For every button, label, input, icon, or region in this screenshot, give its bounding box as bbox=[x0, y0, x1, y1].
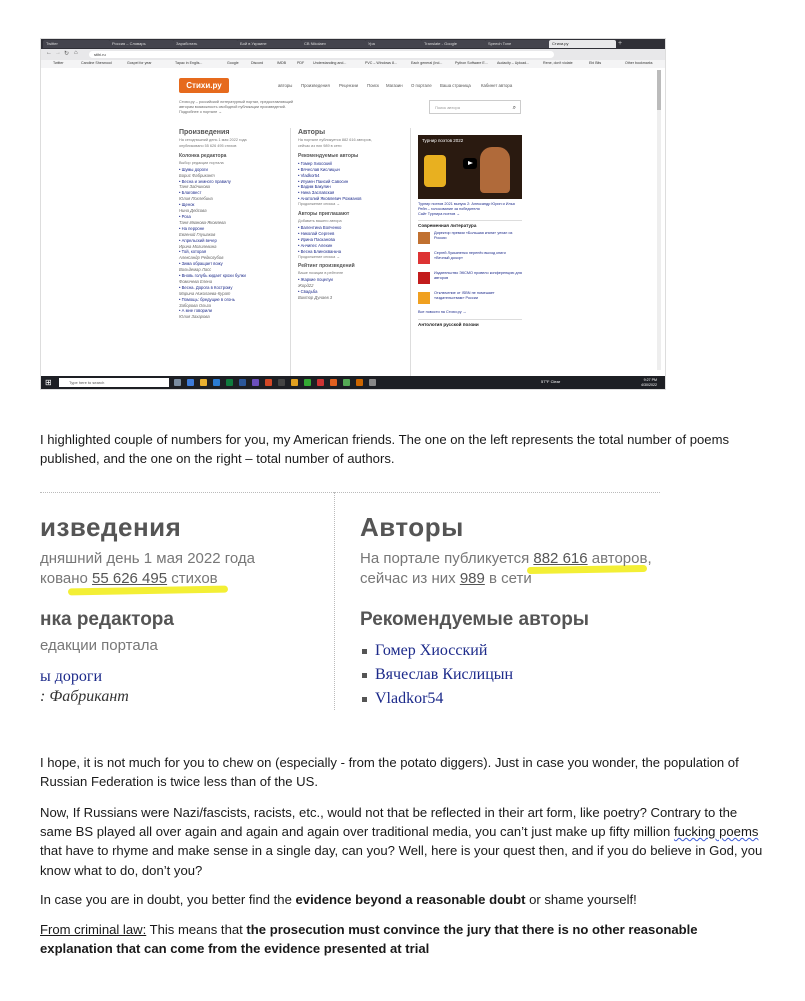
text-fragment: в сети bbox=[484, 570, 532, 587]
app-icon[interactable] bbox=[369, 379, 376, 386]
bookmark[interactable]: Python Software E... bbox=[455, 61, 488, 65]
zoom-left-count bbox=[40, 570, 218, 587]
text-fragment: This means that bbox=[146, 922, 247, 937]
nav-link[interactable]: Магазин bbox=[386, 83, 403, 88]
author-link[interactable]: • Анчипес Алехин bbox=[298, 242, 333, 248]
browser-tab[interactable]: Twitter bbox=[43, 40, 110, 48]
nav-link[interactable]: О портале bbox=[411, 83, 432, 88]
invite-sub[interactable]: Добавить вашего автора bbox=[298, 219, 342, 224]
poem-link[interactable]: • Зима обращает вожу bbox=[179, 261, 223, 267]
paragraph-question bbox=[40, 803, 765, 880]
browser-tab[interactable]: СВ Nikolaev bbox=[301, 40, 366, 48]
taskbar-search-input[interactable]: Type here to search bbox=[59, 378, 169, 387]
new-tab-icon[interactable]: + bbox=[618, 40, 623, 47]
search-icon[interactable]: ⌕ bbox=[512, 105, 516, 111]
author-link[interactable]: • Анатолий Яковлевич Рохманов bbox=[298, 196, 362, 202]
news-item[interactable]: Сергей Лукьяненко перенёс выход книги «Вечный дозор» bbox=[434, 251, 506, 261]
poem-link[interactable]: • Помощь: бредущие в огонь bbox=[179, 296, 235, 302]
text-fragment: that have to rhyme and make sense in a single day, can you? Well, here is your quest then, and if you do believe in God, you know what to do, don’t you? bbox=[40, 843, 763, 878]
author-link[interactable]: • Vladkor54 bbox=[298, 172, 320, 178]
nav-link[interactable]: Кабинет автора bbox=[481, 83, 513, 88]
recommended-heading: Рекомендуемые авторы bbox=[298, 152, 359, 159]
text-fragment: На портале публикуется bbox=[360, 550, 534, 567]
app-icon[interactable] bbox=[317, 379, 324, 386]
poem-author: Таня Иванова-Яковлева bbox=[179, 219, 226, 225]
bold-phrase: the prosecution must convince the jury that there is no other reasonable explanation that can come from the evidence presented at trial bbox=[40, 922, 698, 957]
explorer-icon[interactable] bbox=[200, 379, 207, 386]
reload-icon[interactable]: ↻ bbox=[64, 51, 70, 57]
poem-author: Фомичева Елена bbox=[179, 278, 213, 284]
mail-icon[interactable] bbox=[213, 379, 220, 386]
bookmark[interactable]: Twitter bbox=[53, 61, 64, 65]
browser-tab[interactable]: Ура bbox=[365, 40, 422, 48]
app-icon[interactable] bbox=[343, 379, 350, 386]
bookmark[interactable]: Ebi Bits bbox=[589, 61, 602, 65]
bullet bbox=[362, 673, 367, 678]
video-caption[interactable]: Турнир поэтов 2021 выпуск 2: Александр Юрин и Илья Рейн – голосование за победителя bbox=[418, 202, 515, 211]
firefox-icon[interactable] bbox=[330, 379, 337, 386]
site-logo[interactable]: Стихи.ру bbox=[179, 78, 229, 93]
poem-author: Вольдемар Ласс bbox=[179, 267, 212, 273]
zoom-left-author: : Фабрикант bbox=[40, 688, 129, 705]
nav-link[interactable]: Ваша страница bbox=[440, 83, 471, 88]
poem-author: Ирина Могилевина bbox=[179, 243, 217, 249]
text-fragment: or shame yourself! bbox=[525, 892, 637, 907]
nav-link[interactable]: Рецензии bbox=[339, 83, 359, 88]
bullet bbox=[362, 649, 367, 654]
windows-start-icon[interactable]: ⊞ bbox=[45, 378, 52, 387]
editor-heading: Колонка редактора bbox=[179, 152, 227, 159]
rating-list bbox=[298, 277, 408, 301]
browser-tab[interactable]: Россия – Словарь bbox=[109, 40, 174, 48]
poem-link[interactable]: • Роза bbox=[179, 213, 191, 219]
news-thumb bbox=[418, 272, 430, 284]
paragraph-population: I hope, it is not much for you to chew on (especially - from the potato diggers). Just in case you wonder, the population of Russian Federation is twice less than of the US. bbox=[40, 755, 739, 790]
paragraph-doubt bbox=[40, 890, 765, 909]
video-player[interactable] bbox=[418, 135, 522, 199]
news-more-link[interactable]: Все новости на Стихи.ру → bbox=[418, 310, 467, 315]
search-placeholder: Поиск автора bbox=[435, 105, 460, 110]
highlight-left bbox=[68, 586, 228, 596]
zoom-author-link[interactable]: Vladkor54 bbox=[375, 690, 444, 707]
zoom-author-link[interactable]: Вячеслав Кислицын bbox=[375, 666, 514, 683]
news-thumb bbox=[418, 232, 430, 244]
scrollbar-thumb[interactable] bbox=[657, 70, 661, 110]
zoom-right-online bbox=[360, 570, 532, 587]
poem-author: Евгений Глушаков bbox=[179, 231, 216, 237]
windows-taskbar bbox=[41, 376, 665, 389]
paragraph-intro: I highlighted couple of numbers for you, my American friends. The one on the left represents the total number of poems published, and the one on the right – total number of authors. bbox=[40, 432, 730, 467]
author-link[interactable]: • Николай Сергеев bbox=[298, 230, 335, 236]
video-title: Турнир поэтов 2022 bbox=[422, 138, 464, 143]
zoom-author-link[interactable]: Гомер Хиосский bbox=[375, 642, 488, 659]
bookmark[interactable]: Google bbox=[227, 61, 239, 65]
bookmark[interactable]: PDF bbox=[297, 61, 305, 65]
bookmark[interactable]: Discord bbox=[251, 61, 264, 65]
news-thumb bbox=[418, 252, 430, 264]
author-search-input[interactable] bbox=[429, 100, 521, 114]
browser-tab-active[interactable]: Стихи.ру bbox=[549, 40, 616, 48]
poem-author: Нина Дейсова bbox=[179, 208, 207, 214]
bold-phrase: evidence beyond a reasonable doubt bbox=[295, 892, 526, 907]
news-item[interactable]: Директор премии «Большая книга» уехал из России bbox=[434, 231, 513, 241]
zoom-left-heading: изведения bbox=[40, 512, 182, 542]
author-link[interactable]: • Валентина Волченко bbox=[298, 224, 342, 230]
edge-icon[interactable] bbox=[187, 379, 194, 386]
browser-tab[interactable]: Бой в Украине bbox=[237, 40, 302, 48]
authors-count-link[interactable]: 882 616 bbox=[533, 550, 588, 567]
poems-count-link[interactable]: 55 626 495 bbox=[92, 570, 168, 587]
rating-sub[interactable]: Ваше позиции в рейтинге bbox=[298, 271, 344, 276]
url-field[interactable]: stihi.ru bbox=[89, 51, 554, 58]
poem-link[interactable]: • На перроне bbox=[179, 225, 205, 231]
home-icon[interactable]: ⌂ bbox=[74, 50, 78, 56]
authors-count: На портале публикуется 882 616 авторов, bbox=[298, 138, 372, 142]
nav-link[interactable]: Произведения bbox=[301, 83, 330, 88]
app-icon[interactable] bbox=[252, 379, 259, 386]
poem-link[interactable]: • Весна и земного правилу bbox=[179, 178, 231, 184]
text-fragment: In case you are in doubt, you better find the bbox=[40, 892, 296, 907]
author-link[interactable]: • Вадим Бакулин bbox=[298, 184, 331, 190]
author-link[interactable]: • Гомер Хиосский bbox=[298, 160, 332, 166]
task-view-icon[interactable] bbox=[174, 379, 181, 386]
author-link[interactable]: • Игумен Паисий Савосин bbox=[298, 178, 349, 184]
works-column bbox=[179, 128, 289, 320]
poem-link[interactable]: • Шумы дороги bbox=[179, 166, 208, 172]
poem-author: Марина Николаева-Курат bbox=[179, 290, 231, 296]
bookmark[interactable]: Other bookmarks bbox=[625, 61, 653, 65]
authors-online: сейчас из них 989 в сети bbox=[298, 143, 342, 148]
poem-link[interactable]: • Вновь голубь кидает крохи булки bbox=[179, 273, 246, 279]
bookmark[interactable]: Rene, don't violate bbox=[543, 61, 573, 65]
works-heading: Произведения bbox=[179, 129, 230, 136]
bookmark[interactable]: Audacity – Upload... bbox=[497, 61, 530, 65]
poem-author: Юлия Похлебина bbox=[179, 196, 213, 202]
zoom-left-subheading: нка редактора bbox=[40, 609, 174, 630]
video-trophy bbox=[424, 155, 446, 187]
stihi-site bbox=[41, 68, 665, 376]
column-divider bbox=[410, 128, 411, 376]
text-fragment: сейчас из них bbox=[360, 570, 460, 587]
browser-tab[interactable]: Заработать bbox=[173, 40, 238, 48]
lit-heading: Современная литература bbox=[418, 220, 522, 230]
more-link[interactable]: Продолжение списка → bbox=[298, 202, 341, 207]
text-fragment: Now, If Russians were Nazi/fascists, racists, etc., would not that be reflected in their art form, like poetry? Contrary to the same BS played all over again and again and again over traditional media, you can’t just make up fifty million bbox=[40, 805, 738, 840]
clock-time: 9:27 PM bbox=[643, 378, 657, 382]
forward-icon[interactable]: → bbox=[55, 50, 61, 56]
browser-tab[interactable]: Translate - Google bbox=[421, 40, 486, 48]
author-link[interactable]: • Ирина Пасканова bbox=[298, 236, 335, 242]
nav-link[interactable]: Поиск bbox=[367, 83, 379, 88]
poem-link[interactable]: • Весна. Дорога в Кострому bbox=[179, 284, 233, 290]
editor-sub: Выбор редакции портала bbox=[179, 160, 224, 165]
dotted-divider bbox=[40, 492, 660, 493]
poem-link[interactable]: • Свадьба bbox=[298, 289, 318, 295]
invite-list bbox=[298, 225, 408, 255]
poem-link[interactable]: • Той, которая bbox=[179, 249, 207, 255]
chrome-icon[interactable] bbox=[291, 379, 298, 386]
zoomed-screenshot bbox=[40, 490, 660, 710]
back-icon[interactable]: ← bbox=[46, 50, 52, 56]
poem-author: Заборова Ольга bbox=[179, 302, 211, 308]
authors-heading: Авторы bbox=[298, 129, 326, 136]
works-count: опубликовано 55 626 495 стихов bbox=[179, 143, 237, 148]
zoom-right-subheading: Рекомендуемые авторы bbox=[360, 609, 590, 630]
browser-tab[interactable]: Speech Tone bbox=[485, 40, 550, 48]
poem-link[interactable]: • Благовест bbox=[179, 190, 202, 196]
zoom-left-date: дняшний день 1 мая 2022 года bbox=[40, 550, 256, 567]
zoom-left-item[interactable]: ы дороги bbox=[40, 668, 103, 685]
poem-author: Виктор Дунаев 3 bbox=[298, 295, 333, 301]
poem-author: Таня Зайчикова bbox=[179, 184, 210, 190]
text-fragment: авторов, bbox=[587, 550, 652, 567]
author-link[interactable]: • Весна Блинохваньча bbox=[298, 248, 342, 254]
word-icon[interactable] bbox=[239, 379, 246, 386]
app-icon[interactable] bbox=[304, 379, 311, 386]
authors-column bbox=[298, 128, 408, 301]
column-divider bbox=[290, 128, 291, 376]
weather-status[interactable]: 57°F Clear bbox=[541, 379, 561, 384]
bookmark[interactable]: Gospel for year bbox=[127, 61, 152, 65]
poem-author: Борис Фабрикант bbox=[179, 172, 215, 178]
poem-author: Александр Редкозубов bbox=[179, 255, 224, 261]
news-item[interactable]: Отключение от ISBN не помешает «издательствам» России bbox=[434, 291, 495, 301]
poem-author: Юлия Захарова bbox=[179, 314, 210, 320]
zoom-right-heading: Авторы bbox=[360, 512, 464, 542]
stihi-screenshot bbox=[40, 38, 666, 390]
right-column bbox=[418, 202, 522, 329]
poem-author: Жорд22 bbox=[298, 283, 314, 289]
online-count-link[interactable]: 989 bbox=[459, 570, 485, 587]
bookmark[interactable]: Each general (Ind... bbox=[411, 61, 443, 65]
excel-icon[interactable] bbox=[226, 379, 233, 386]
browser-tab-bar bbox=[41, 39, 665, 49]
poem-link[interactable]: • Жаркие поцелуи bbox=[298, 277, 333, 283]
poem-link[interactable]: • Апрельский вечер bbox=[179, 237, 217, 243]
powerpoint-icon[interactable] bbox=[265, 379, 272, 386]
invite-heading: Авторы приглашают bbox=[298, 211, 350, 218]
text-fragment: ковано bbox=[40, 570, 93, 587]
bookmark[interactable]: Caroline Sherwood bbox=[81, 61, 112, 65]
anthology-heading: Антология русской поэзии bbox=[418, 319, 522, 329]
zoom-left-sub2: едакции портала bbox=[40, 637, 158, 654]
text-fragment: стихов bbox=[167, 570, 218, 587]
video-person bbox=[480, 147, 510, 193]
taskbar-clock[interactable] bbox=[641, 378, 657, 387]
bookmark[interactable]: Тарас in Englis... bbox=[175, 61, 203, 65]
dotted-column-divider bbox=[334, 492, 335, 710]
paragraph-law bbox=[40, 920, 765, 958]
spellcheck-word: fucking poems bbox=[673, 824, 759, 840]
bullet bbox=[362, 697, 367, 702]
underlined-phrase: From criminal law: bbox=[40, 922, 147, 937]
play-icon[interactable] bbox=[463, 158, 477, 169]
app-icon[interactable] bbox=[356, 379, 363, 386]
video-site-link[interactable]: Сайт Турнира поэтов → bbox=[418, 211, 461, 216]
more-link[interactable]: Продолжение списка → bbox=[298, 254, 341, 259]
news-thumb bbox=[418, 292, 430, 304]
zoom-right-count bbox=[360, 550, 652, 567]
app-icon[interactable] bbox=[278, 379, 285, 386]
bookmark[interactable]: Understanding and... bbox=[313, 61, 347, 65]
bookmark[interactable]: PVC – Windows 8... bbox=[365, 61, 397, 65]
poem-link[interactable]: • Щенок bbox=[179, 202, 195, 208]
rating-heading: Рейтинг произведений bbox=[298, 263, 355, 270]
site-description: Стихи.ру – российский литературный портал, предоставляющий авторам возможность свободной публикации произведений. Подробнее о портале → bbox=[179, 100, 293, 114]
author-link[interactable]: • Нина Заславская bbox=[298, 190, 335, 196]
scrollbar[interactable] bbox=[657, 70, 661, 370]
news-item[interactable]: Издательство ЭКСМО провело конференцию для авторов bbox=[434, 271, 522, 281]
editor-list bbox=[179, 167, 289, 321]
nav-link[interactable]: авторы bbox=[278, 83, 293, 88]
recommended-list bbox=[298, 161, 408, 202]
poem-link[interactable]: • А мне говорили bbox=[179, 308, 212, 314]
works-date: На сегодняшний день 1 мая 2022 года bbox=[179, 138, 247, 142]
bookmark[interactable]: IMDB bbox=[277, 61, 286, 65]
clock-date: 4/30/2022 bbox=[641, 382, 657, 387]
author-link[interactable]: • Вячеслав Кислицын bbox=[298, 166, 340, 172]
